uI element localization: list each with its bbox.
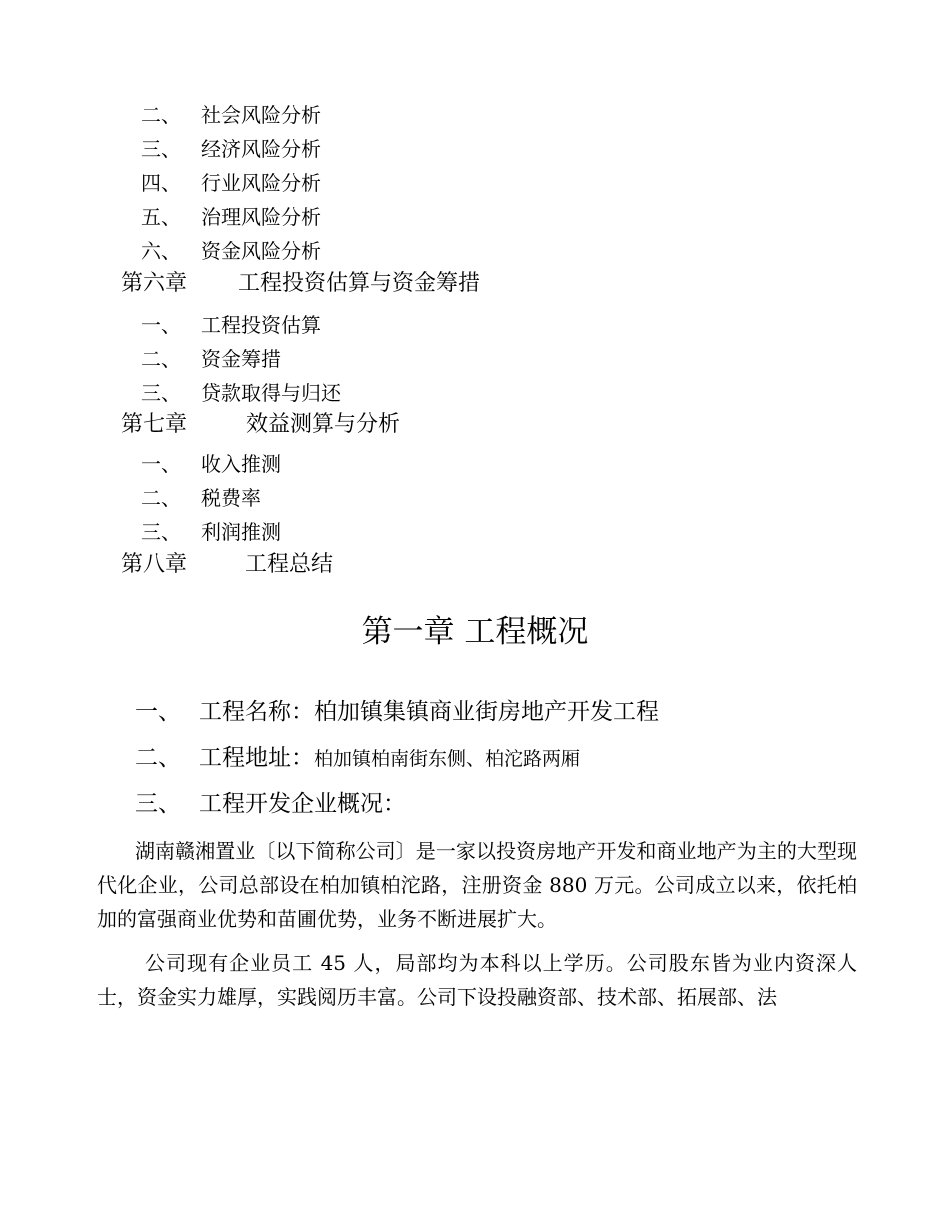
toc-item-number: 三、 — [141, 137, 181, 161]
toc-item — [141, 239, 321, 263]
toc-chapter-title: 效益测算与分析 — [246, 412, 401, 437]
toc-item-number: 二、 — [141, 347, 181, 371]
toc-item-number: 六、 — [141, 239, 181, 263]
section-label: 工程名称： — [199, 699, 314, 725]
toc-item-number: 一、 — [141, 313, 181, 337]
section-value: 柏加镇柏南街东侧、柏沱路两厢 — [314, 748, 581, 770]
section-number: 一、 — [135, 699, 181, 725]
chapter-heading: 第一章 工程概况 — [361, 614, 589, 650]
toc-chapter-8 — [121, 552, 333, 578]
section-value: 柏加镇集镇商业街房地产开发工程 — [314, 699, 659, 725]
section-number: 三、 — [135, 791, 181, 817]
toc-item-number: 三、 — [141, 381, 181, 405]
toc-item-label: 资金风险分析 — [201, 239, 321, 263]
toc-item-number: 三、 — [141, 520, 181, 544]
toc-item-number: 四、 — [141, 171, 181, 195]
body-paragraph: 公司现有企业员工 45 人，局部均为本科以上学历。公司股东皆为业内资深人士，资金实力雄厚，实践阅历丰富。公司下设投融资部、技术部、拓展部、法 — [97, 951, 857, 1009]
toc-item-label: 贷款取得与归还 — [201, 381, 341, 405]
toc-item-number: 一、 — [141, 452, 181, 476]
toc-item-label: 资金筹措 — [201, 347, 281, 371]
toc-item-number: 五、 — [141, 205, 181, 229]
toc-item — [141, 171, 321, 195]
toc-item-label: 行业风险分析 — [201, 171, 321, 195]
body-paragraph: 湖南赣湘置业〔以下简称公司〕是一家以投资房地产开发和商业地产为主的大型现代化企业，公司总部设在柏加镇柏沱路，注册资金 880 万元。公司成立以来，依托柏加的富强商业优势和苗圃优势，业务不断进展扩大。 — [97, 839, 857, 931]
toc-item-label: 治理风险分析 — [201, 205, 321, 229]
toc-chapter-6 — [121, 271, 480, 297]
toc-chapter-7 — [121, 412, 400, 438]
toc-item — [141, 486, 261, 510]
toc-item — [141, 137, 321, 161]
toc-item — [141, 452, 281, 476]
toc-item — [141, 347, 281, 371]
toc-chapter-title: 工程总结 — [245, 552, 334, 577]
section-project-address — [135, 743, 580, 774]
section-project-name — [135, 697, 659, 727]
section-label: 工程地址： — [199, 745, 314, 771]
toc-item-label: 税费率 — [201, 486, 261, 510]
toc-item-label: 收入推测 — [201, 452, 281, 476]
toc-item-label: 经济风险分析 — [201, 137, 321, 161]
toc-chapter-number: 第七章 — [121, 412, 188, 437]
toc-item — [141, 381, 341, 405]
section-number: 二、 — [135, 745, 181, 771]
toc-item — [141, 205, 321, 229]
toc-item — [141, 103, 321, 127]
toc-item-number: 二、 — [141, 103, 181, 127]
toc-chapter-number: 第八章 — [121, 552, 188, 577]
toc-chapter-title: 工程投资估算与资金筹措 — [238, 271, 481, 296]
toc-item — [141, 520, 281, 544]
toc-item — [141, 313, 321, 337]
section-label: 工程开发企业概况： — [199, 791, 406, 817]
section-company-overview — [135, 789, 406, 819]
toc-item-number: 二、 — [141, 486, 181, 510]
toc-chapter-number: 第六章 — [121, 271, 188, 296]
toc-item-label: 工程投资估算 — [201, 313, 321, 337]
toc-item-label: 社会风险分析 — [201, 103, 321, 127]
toc-item-label: 利润推测 — [201, 520, 281, 544]
